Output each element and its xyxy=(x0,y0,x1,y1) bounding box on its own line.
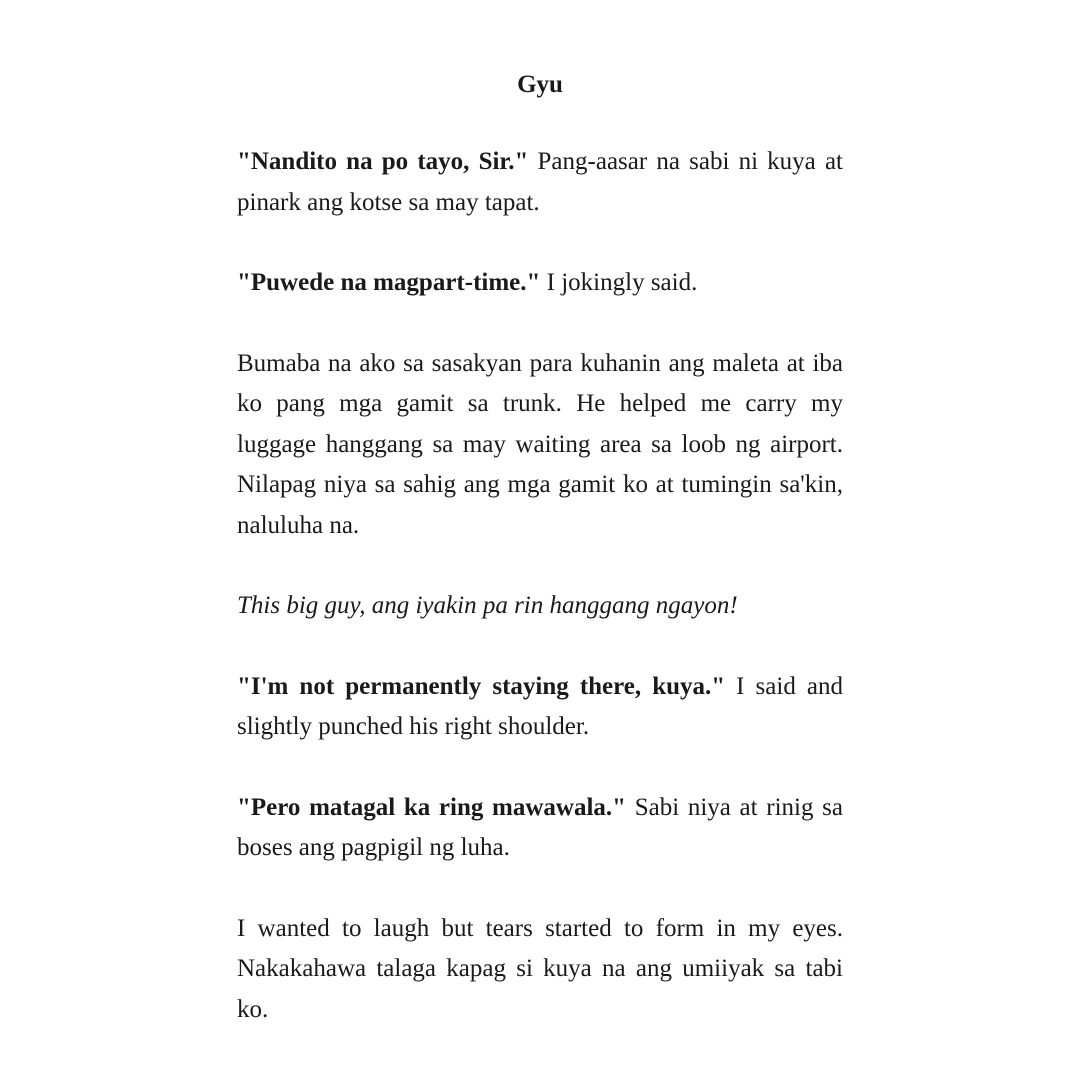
narration-text: Bumaba na ako sa sasakyan para kuhanin ang maleta at iba ko pang mga gamit sa trunk. He helped me carry my luggage hanggang sa may waiting area sa loob ng airport. Nilapag niya sa sahig ang mga gamit ko at tumingin sa'kin, naluluha na. xyxy=(237,349,843,539)
inner-thought-text: This big guy, ang iyakin pa rin hanggang ngayon! xyxy=(237,592,738,619)
story-paragraph xyxy=(237,788,843,869)
chapter-title: Gyu xyxy=(517,71,563,98)
dialogue-text: "Nandito na po tayo, Sir." xyxy=(237,148,529,175)
dialogue-text: "Puwede na magpart-time." xyxy=(237,269,541,296)
story-paragraph xyxy=(237,667,843,748)
narration-text: Pang-aasar na sabi ni kuya at pinark ang kotse sa may tapat. xyxy=(237,148,843,216)
story-paragraph xyxy=(237,263,843,304)
narration-text: I wanted to laugh but tears started to form in my eyes. Nakakahawa talaga kapag si kuya na ang umiiyak sa tabi ko. xyxy=(237,914,843,1023)
story-paragraph xyxy=(237,142,843,223)
narration-text: Sabi niya at rinig sa boses ang pagpigil ng luha. xyxy=(237,793,843,861)
narration-text: I jokingly said. xyxy=(540,269,698,296)
dialogue-text: "I'm not permanently staying there, kuya." xyxy=(237,672,726,700)
narration-text: I said and slightly punched his right shoulder. xyxy=(237,672,843,740)
story-paragraph xyxy=(237,909,843,1031)
dialogue-text: "Pero matagal ka ring mawawala." xyxy=(237,793,627,821)
story-paragraph xyxy=(237,344,843,547)
story-paragraph xyxy=(237,586,843,627)
story-page xyxy=(237,62,843,1030)
